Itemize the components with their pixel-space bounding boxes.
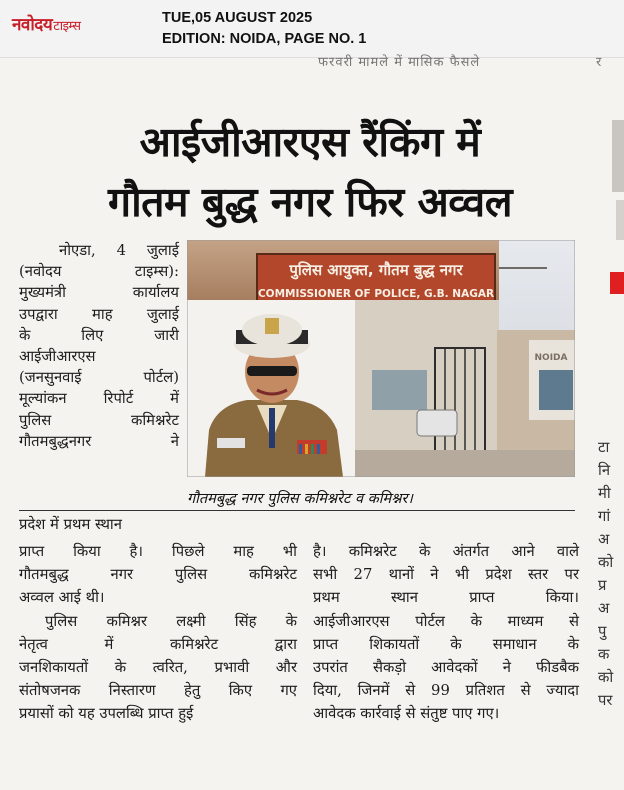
- adjacent-text-fragment: मी: [598, 485, 611, 502]
- intro-text-line: मुख्यमंत्री कार्यालय: [19, 284, 179, 302]
- adjacent-text-fragment: अ: [598, 600, 610, 617]
- adjacent-text-fragment: टा: [598, 439, 610, 456]
- photo-illustration: [187, 240, 575, 477]
- intro-text-line: पुलिस कमिश्नरेट: [19, 411, 179, 429]
- article-text-line: प्रयासों को यह उपलब्धि प्राप्त हुई: [19, 705, 194, 723]
- intro-text-line: के लिए जारी: [19, 326, 179, 344]
- article-text-line: प्राप्त शिकायतों के समाधान के: [313, 635, 579, 653]
- article-text-line: प्रथम स्थान प्राप्त किया।: [313, 589, 579, 607]
- logo-sub: टाइम्स: [53, 19, 81, 34]
- adjacent-headline-fragment: [612, 120, 624, 192]
- article-photo: [187, 240, 575, 477]
- section-divider: [19, 510, 575, 511]
- adjacent-text-fragment: प्र: [598, 577, 607, 594]
- article-text-line: नेतृत्व में कमिश्नरेट द्वारा: [19, 635, 297, 653]
- intro-text-line: आईजीआरएस: [19, 348, 96, 366]
- photo-sign-english: COMMISSIONER OF POLICE, G.B. NAGAR: [257, 288, 495, 300]
- logo-main: नवोदय: [12, 15, 53, 35]
- intro-text-line: नोएडा, 4 जुलाई: [59, 242, 179, 259]
- adjacent-text-fragment: अ: [598, 531, 610, 548]
- article-text-line: प्राप्त किया है। पिछले माह भी: [19, 543, 297, 560]
- photo-sign-hindi: पुलिस आयुक्त, गौतम बुद्ध नगर: [289, 261, 463, 279]
- edition-date: TUE,05 AUGUST 2025: [162, 10, 313, 26]
- adjacent-text-fragment: पु: [598, 623, 607, 640]
- headline-line-1: आईजीआरएस रैंकिंग में: [139, 118, 481, 166]
- adjacent-article-column: [598, 436, 624, 712]
- article-text-line: आईजीआरएस पोर्टल के माध्यम से: [313, 612, 579, 630]
- intro-text-line: (जनसुनवाई पोर्टल): [19, 369, 179, 387]
- newspaper-logo[interactable]: [12, 12, 81, 35]
- adjacent-text-fragment: गां: [598, 508, 611, 525]
- adjacent-article-text-right: र: [596, 55, 602, 70]
- edition-info: [162, 8, 366, 50]
- intro-text-line: मूल्यांकन रिपोर्ट में: [19, 390, 179, 408]
- article-text-line: है। कमिश्नरेट के अंतर्गत आने वाले: [313, 543, 579, 560]
- adjacent-text-fragment: पर: [598, 692, 613, 709]
- article-text-line: संतोषजनक निस्तारण हेतु किए गए: [19, 682, 297, 700]
- article-text-line: गौतमबुद्ध नगर पुलिस कमिश्नरेट: [19, 566, 297, 584]
- headline-line-2: गौतम बुद्ध नगर फिर अव्वल: [107, 178, 513, 226]
- adjacent-text-fragment: नि: [598, 462, 611, 479]
- intro-text-line: (नवोदय टाइम्स):: [19, 263, 179, 281]
- adjacent-headline-fragment-2: [616, 200, 624, 240]
- photo-caption: गौतमबुद्ध नगर पुलिस कमिश्नरेट व कमिश्नर।: [187, 491, 413, 507]
- epaper-header: [0, 0, 624, 58]
- article-column-1: [19, 540, 297, 726]
- article-text-line: अव्वल आई थी।: [19, 589, 105, 607]
- adjacent-text-fragment: क: [598, 646, 610, 663]
- adjacent-article-text: फरवरी मामले में मासिक फैसले: [318, 55, 481, 70]
- article-text-line: जनशिकायतों के त्वरित, प्रभावी और: [19, 659, 297, 677]
- article-text-line: उपरांत सैकड़ो आवेदकों ने फीडबैक: [313, 659, 579, 677]
- adjacent-red-marker: [610, 272, 624, 294]
- intro-text-line: उपद्वारा माह जुलाई: [19, 305, 179, 323]
- article-headline: [30, 112, 590, 232]
- intro-text-line: गौतमबुद्धनगर ने: [19, 432, 179, 450]
- article-text-line: आवेदक कार्रवाई से संतुष्ट पाए गए।: [313, 705, 500, 723]
- photo-building-text: NOIDA: [534, 353, 568, 363]
- article-text-line: पुलिस कमिश्नर लक्ष्मी सिंह के: [45, 612, 297, 630]
- intro-last-line: प्रदेश में प्रथम स्थान: [19, 514, 128, 534]
- article-text-line: सभी 27 थानों ने भी प्रदेश स्तर पर: [313, 566, 579, 584]
- adjacent-text-fragment: को: [598, 554, 614, 571]
- edition-page: EDITION: NOIDA, PAGE NO. 1: [162, 31, 367, 47]
- article-intro-column: [19, 240, 179, 452]
- article-text-line: दिया, जिनमें से 99 प्रतिशत से ज्यादा: [313, 682, 579, 700]
- article-column-2: [313, 540, 579, 726]
- adjacent-text-fragment: को: [598, 669, 614, 686]
